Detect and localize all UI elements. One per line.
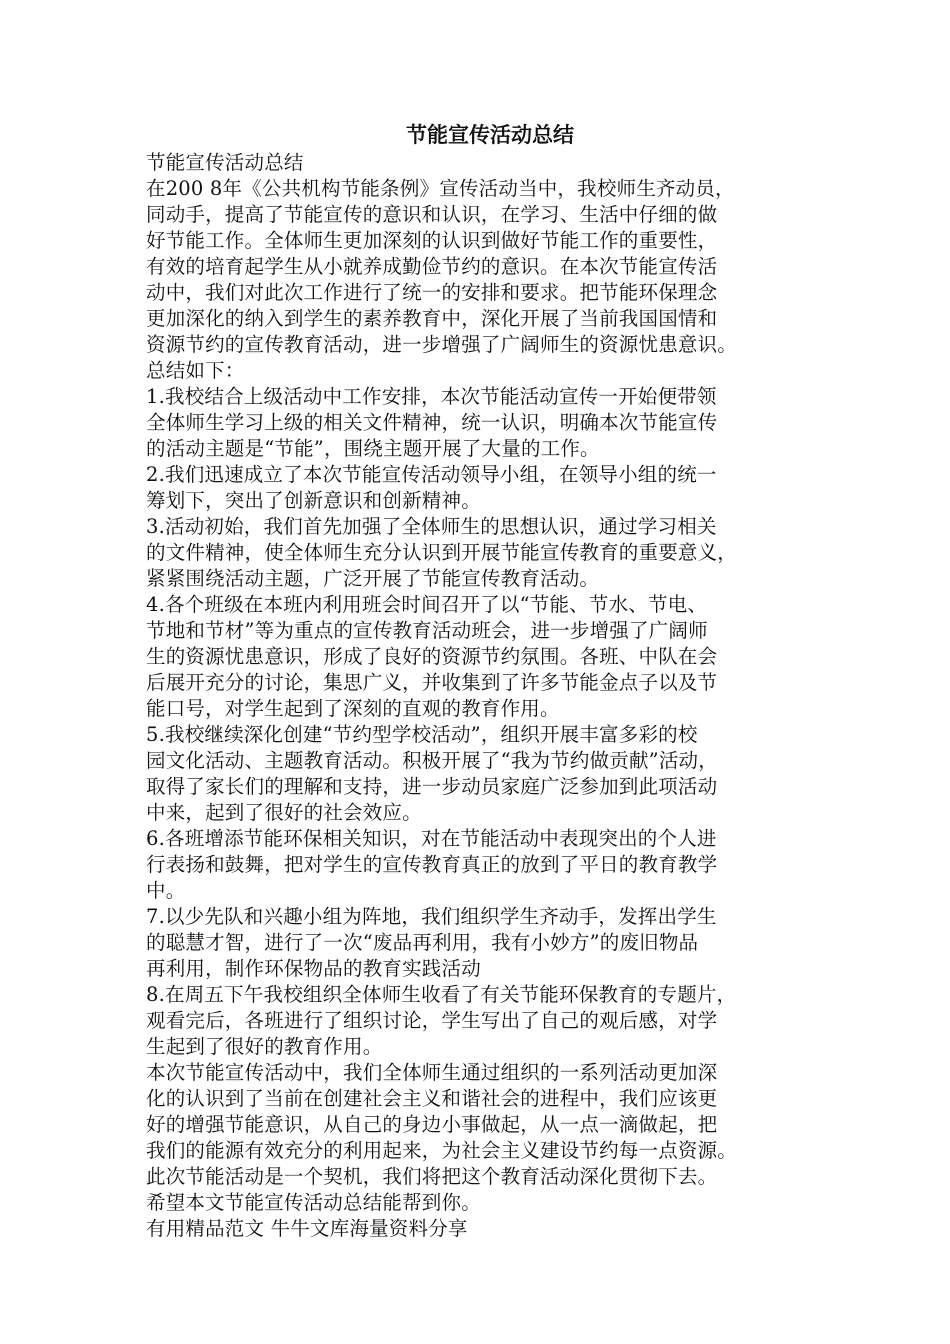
text-line: 希望本文节能宣传活动总结能帮到你。: [146, 1191, 481, 1214]
text-line: 生起到了很好的教育作用。: [146, 1035, 383, 1058]
text-line: 观看完后，各班进行了组织讨论，学生写出了自己的观后感，对学: [146, 1009, 718, 1032]
text-line: 紧紧围绕活动主题，广泛开展了节能宣传教育活动。: [146, 567, 600, 590]
text-line: 取得了家长们的理解和支持，进一步动员家庭广泛参加到此项活动: [146, 775, 718, 798]
text-line: 中来，起到了很好的社会效应。: [146, 801, 422, 824]
text-line: 4.各个班级在本班内利用班会时间召开了以“节能、节水、节电、: [146, 593, 708, 616]
text-line: 园文化活动、主题教育活动。积极开展了“我为节约做贡献”活动，: [146, 749, 718, 772]
text-line: 8.在周五下午我校组织全体师生收看了有关节能环保教育的专题片，: [146, 983, 737, 1006]
text-line: 1.我校结合上级活动中工作安排，本次节能活动宣传一开始便带领: [146, 385, 717, 408]
text-line: 后展开充分的讨论，集思广义，并收集到了许多节能金点子以及节: [146, 671, 718, 694]
text-line: 6.各班增添节能环保相关知识，对在节能活动中表现突出的个人进: [146, 827, 717, 850]
text-line: 本次节能宣传活动中，我们全体师生通过组织的一系列活动更加深: [146, 1061, 718, 1084]
text-line: 行表扬和鼓舞，把对学生的宣传教育真正的放到了平日的教育教学: [146, 853, 718, 876]
text-line: 动中，我们对此次工作进行了统一的安排和要求。把节能环保理念: [146, 281, 718, 304]
document-body: [146, 150, 810, 1242]
text-line: 好的增强节能意识，从自己的身边小事做起，从一点一滴做起，把: [146, 1113, 718, 1136]
text-line: 此次节能活动是一个契机，我们将把这个教育活动深化贯彻下去。: [146, 1165, 718, 1188]
text-line: 好节能工作。全体师生更加深刻的认识到做好节能工作的重要性，: [146, 229, 718, 252]
text-line: 再利用，制作环保物品的教育实践活动: [146, 957, 481, 980]
text-line: 3.活动初始，我们首先加强了全体师生的思想认识，通过学习相关: [146, 515, 717, 538]
text-line: 7.以少先队和兴趣小组为阵地，我们组织学生齐动手，发挥出学生: [146, 905, 717, 928]
text-line: 生的资源忧患意识，形成了良好的资源节约氛围。各班、中队在会: [146, 645, 718, 668]
text-line: 的活动主题是“节能”，围绕主题开展了大量的工作。: [146, 437, 600, 460]
document-title: 节能宣传活动总结: [406, 122, 574, 147]
text-line: 的文件精神，使全体师生充分认识到开展节能宣传教育的重要意义，: [146, 541, 738, 564]
text-line: 筹划下，突出了创新意识和创新精神。: [146, 489, 481, 512]
text-line: 2.我们迅速成立了本次节能宣传活动领导小组，在领导小组的统一: [146, 463, 717, 486]
text-line: 化的认识到了当前在创建社会主义和谐社会的进程中，我们应该更: [146, 1087, 718, 1110]
document-page: [146, 120, 810, 1242]
text-line: 总结如下：: [146, 359, 245, 382]
text-line: 更加深化的纳入到学生的素养教育中，深化开展了当前我国国情和: [146, 307, 718, 330]
text-line: 的聪慧才智，进行了一次“废品再利用，我有小妙方”的废旧物品: [146, 931, 699, 954]
text-line: 5.我校继续深化创建“节约型学校活动”，组织开展丰富多彩的校: [146, 723, 698, 746]
text-line: 中。: [146, 879, 186, 902]
text-line: 能口号，对学生起到了深刻的直观的教育作用。: [146, 697, 560, 720]
text-line: 有效的培育起学生从小就养成勤俭节约的意识。在本次节能宣传活: [146, 255, 718, 278]
text-line: 有用精品范文 牛牛文库海量资料分享: [146, 1217, 468, 1240]
text-line: 同动手，提高了节能宣传的意识和认识，在学习、生活中仔细的做: [146, 203, 718, 226]
text-line: 我们的能源有效充分的利用起来，为社会主义建设节约每一点资源。: [146, 1139, 738, 1162]
text-line: 全体师生学习上级的相关文件精神，统一认识，明确本次节能宣传: [146, 411, 718, 434]
text-line: 资源节约的宣传教育活动，进一步增强了广阔师生的资源忧患意识。: [146, 333, 738, 356]
text-line: 节地和节材”等为重点的宣传教育活动班会，进一步增强了广阔师: [146, 619, 708, 642]
text-line: 在200 8年《公共机构节能条例》宣传活动当中，我校师生齐动员，: [146, 177, 735, 200]
text-line: 节能宣传活动总结: [146, 151, 304, 174]
